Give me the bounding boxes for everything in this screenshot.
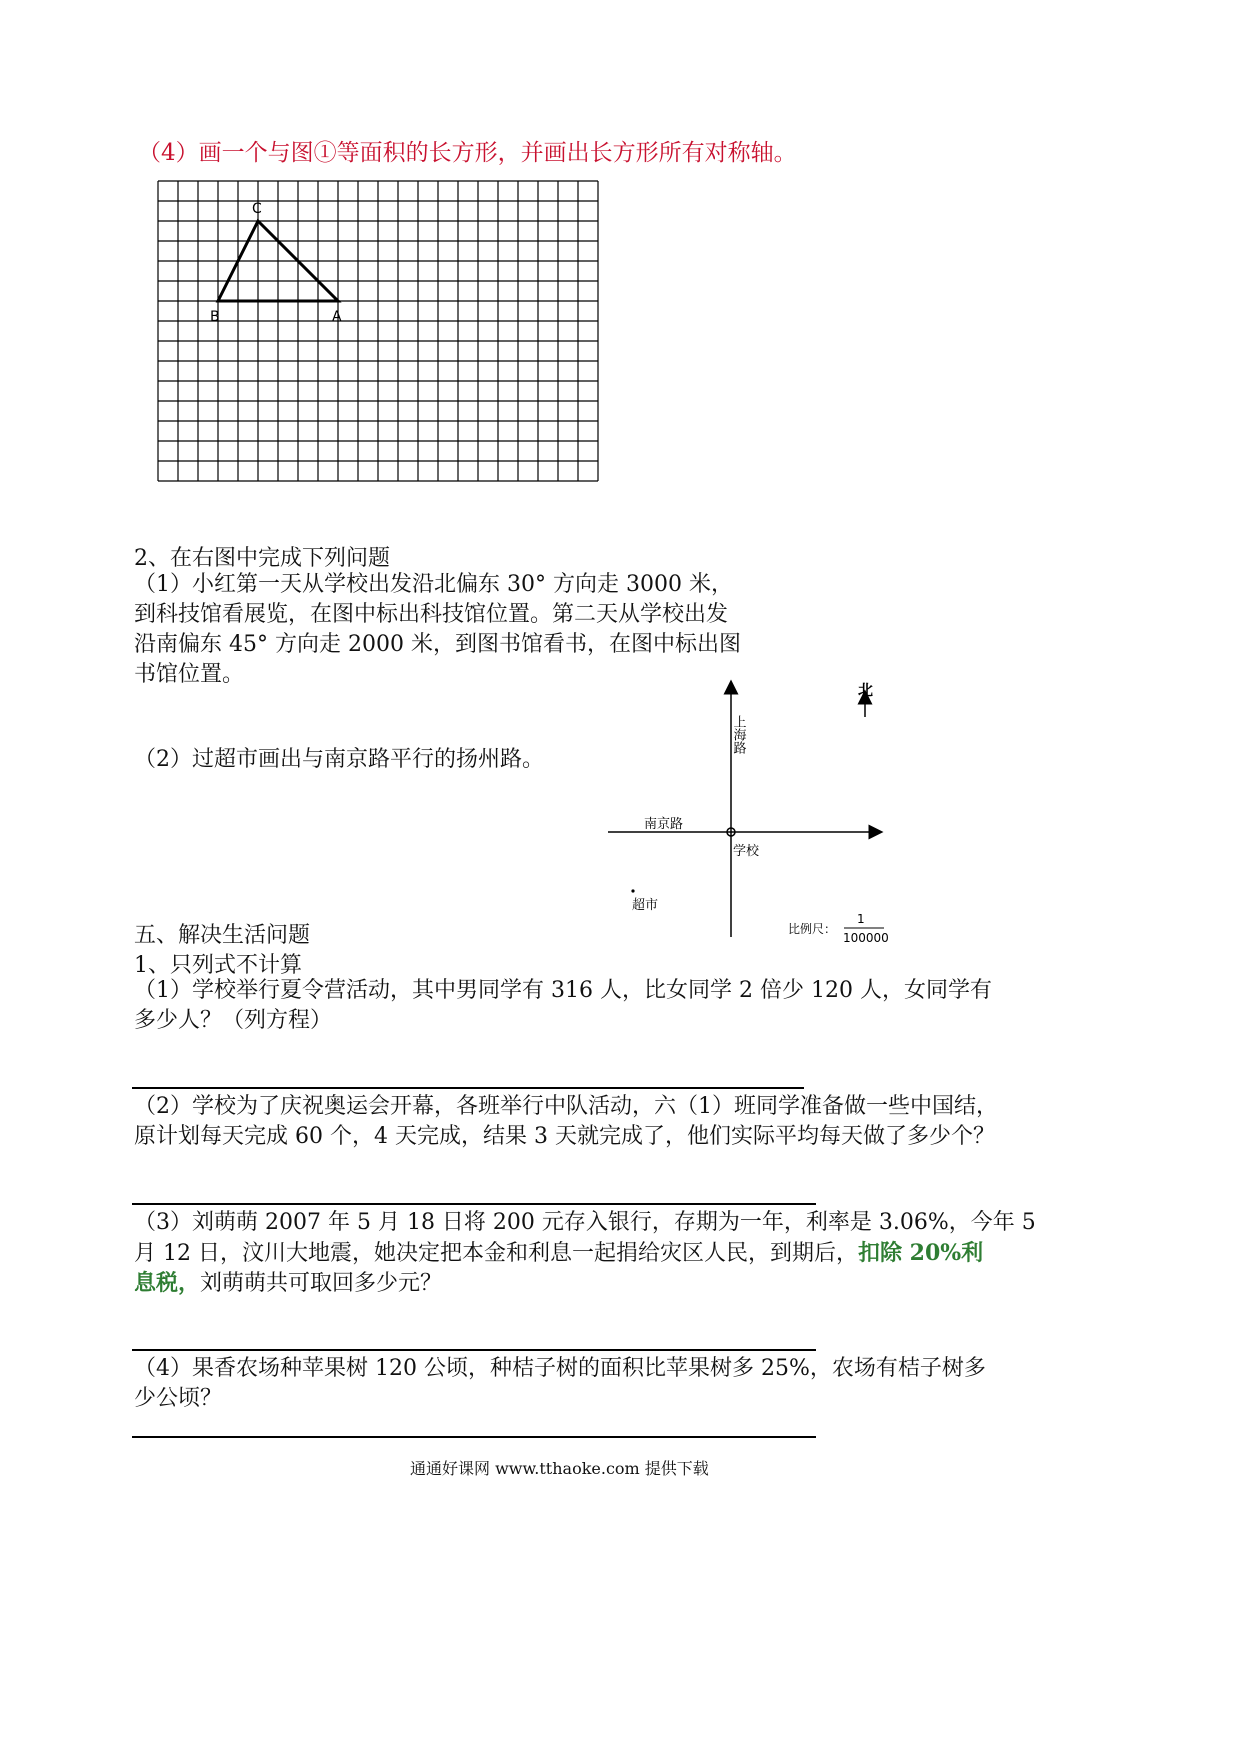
scale-label: 比例尺： [788,922,837,936]
scale-denominator: 100000 [843,931,889,945]
problem4-line2: 少公顷？ [134,1386,223,1411]
scale-numerator: 1 [857,912,865,926]
answer-line-2[interactable] [132,1203,816,1205]
problem3-line3-text: 刘萌萌共可取回多少元？ [200,1271,443,1296]
problem3-line2-text: 月 12 日，汶川大地震，她决定把本金和利息一起捐给灾区人民，到期后， [134,1241,858,1266]
market-point [631,889,634,892]
problem3-line1: （3）刘萌萌 2007 年 5 月 18 日将 200 元存入银行，存期为一年，利率是 3.06%，今年 5 [134,1210,1036,1235]
problem2-line2: 原计划每天完成 60 个，4 天完成，结果 3 天就完成了，他们实际平均每天做了多少个？ [134,1124,995,1149]
section2-q2: （2）过超市画出与南京路平行的扬州路。 [134,747,544,772]
problem4-line1: （4）果香农场种苹果树 120 公顷，种桔子树的面积比苹果树多 25%，农场有桔子树多 [134,1356,986,1381]
vertical-road-label: 上海路 [730,715,746,754]
vertex-label-a: A [332,309,342,325]
section2-q1-line4: 书馆位置。 [134,662,245,687]
market-label: 超市 [632,898,659,913]
section2-q1-line3: 沿南偏东 45° 方向走 2000 米，到图书馆看书，在图中标出图 [134,632,741,657]
section2-q1-line1: （1）小红第一天从学校出发沿北偏东 30° 方向走 3000 米， [134,572,733,597]
problem1-line2: 多少人？（列方程） [134,1008,333,1033]
vertex-label-c: C [252,201,262,217]
answer-line-1[interactable] [132,1087,804,1089]
section2-q1-line2: 到科技馆看展览，在图中标出科技馆位置。第二天从学校出发 [134,602,729,627]
tax-highlight-2: 息税， [134,1270,201,1296]
horizontal-road-label: 南京路 [644,817,684,832]
section5-title: 五、解决生活问题 [134,923,311,948]
tax-highlight-1: 扣除 20%利 [857,1240,984,1266]
section2-title: 2、在右图中完成下列问题 [134,546,390,571]
north-label: 北 [858,681,874,699]
problem1-line1: （1）学校举行夏令营活动，其中男同学有 316 人，比女同学 2 倍少 120 人，女同学有 [134,978,992,1003]
answer-line-4[interactable] [132,1436,816,1438]
problem3-line3 [134,1266,442,1301]
footer-text: 通通好课网 www.tthaoke.com 提供下载 [410,1459,709,1478]
q4-prompt: （4）画一个与图①等面积的长方形，并画出长方形所有对称轴。 [138,140,797,166]
school-label: 学校 [733,844,760,859]
answer-line-3[interactable] [132,1349,816,1351]
direction-map [600,675,900,950]
vertex-label-b: B [210,309,220,325]
problem2-line1: （2）学校为了庆祝奥运会开幕，各班举行中队活动，六（1）班同学准备做一些中国结， [134,1094,998,1119]
section5-subtitle: 1、只列式不计算 [134,953,302,978]
grid-figure [150,175,610,495]
